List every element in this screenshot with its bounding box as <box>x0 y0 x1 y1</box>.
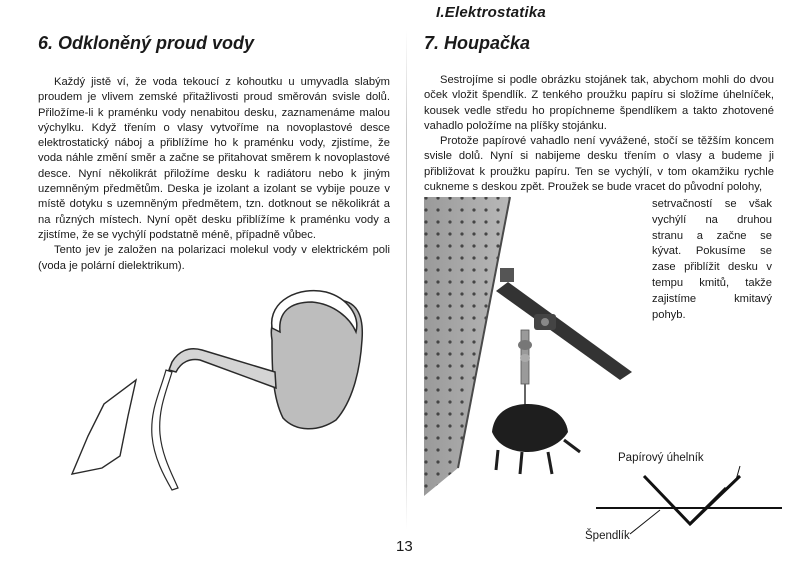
paper-strip-v <box>644 476 740 524</box>
right-paragraph-2: Protože papírové vahadlo není vyvážené, stočí se těžším koncem svisle dolů. Nyní si nabijeme desku třením o vlasy a budeme ji přibližovat k proužku papíru. Ten se vychýlí, v tom okamžiku rychle cukneme s deskou zpět. Proužek se bude vracet do původní polohy, <box>424 135 774 194</box>
page-number: 13 <box>396 538 413 555</box>
left-paragraph-1: Každý jistě ví, že voda tekoucí z kohoutku u umyvadla slabým proudem je vlivem zemské přitažlivosti proud směrován svisle dolů. Přiložíme-li k praménku vody nenabitou desku, zaznamenáme malou výchylku. Když třením o vlasy vytvoříme na novoplastové desce elektrostatický náboj a přiblížíme ho k praménku vody, zjistíme, že voda náhle změní směr a začne se přitahovat směrem k novoplastové desce. Nyní několikrát přiložíme desku k radiátoru nebo k jiným uzemněným předmětům. Deska je izolant a izolant se vybije pouze v místě dotyku s uzemněným předmětem, tzn. dotknout se několikrát a na různých místech. Nyní opět desku přiblížíme k praménku vody a zjistíme, že se vychýlí podstatně méně, případně vůbec. <box>38 76 390 241</box>
right-continuation: setrvačností se však vychýlí na druhou stranu a začne se kývat. Pokusíme se zase přiblížit desku v tempu kmitů, takže zajistíme kmitavý pohyb. <box>652 198 772 321</box>
label-pin: Špendlík <box>585 530 630 542</box>
right-paragraph-1: Sestrojíme si podle obrázku stojánek tak, abychom mohli do dvou oček vložit špendlík. Z tenkého proužku papíru si složíme úhelníček, kousek vedle středu ho propíchneme špendlíkem a takto zhotovené vahadlo položíme na plíšky stojánku. <box>424 74 774 132</box>
section-title-6: 6. Odkloněný proud vody <box>38 33 255 53</box>
left-paragraph-2: Tento jev je založen na polarizaci molekul vody v elektrickém poli (voda je polární dielektrikum). <box>38 244 390 272</box>
label-paper-strip: Papírový úhelník <box>618 452 704 464</box>
section-title-7: 7. Houpačka <box>424 33 531 53</box>
chapter-title: I.Elektrostatika <box>436 4 546 21</box>
